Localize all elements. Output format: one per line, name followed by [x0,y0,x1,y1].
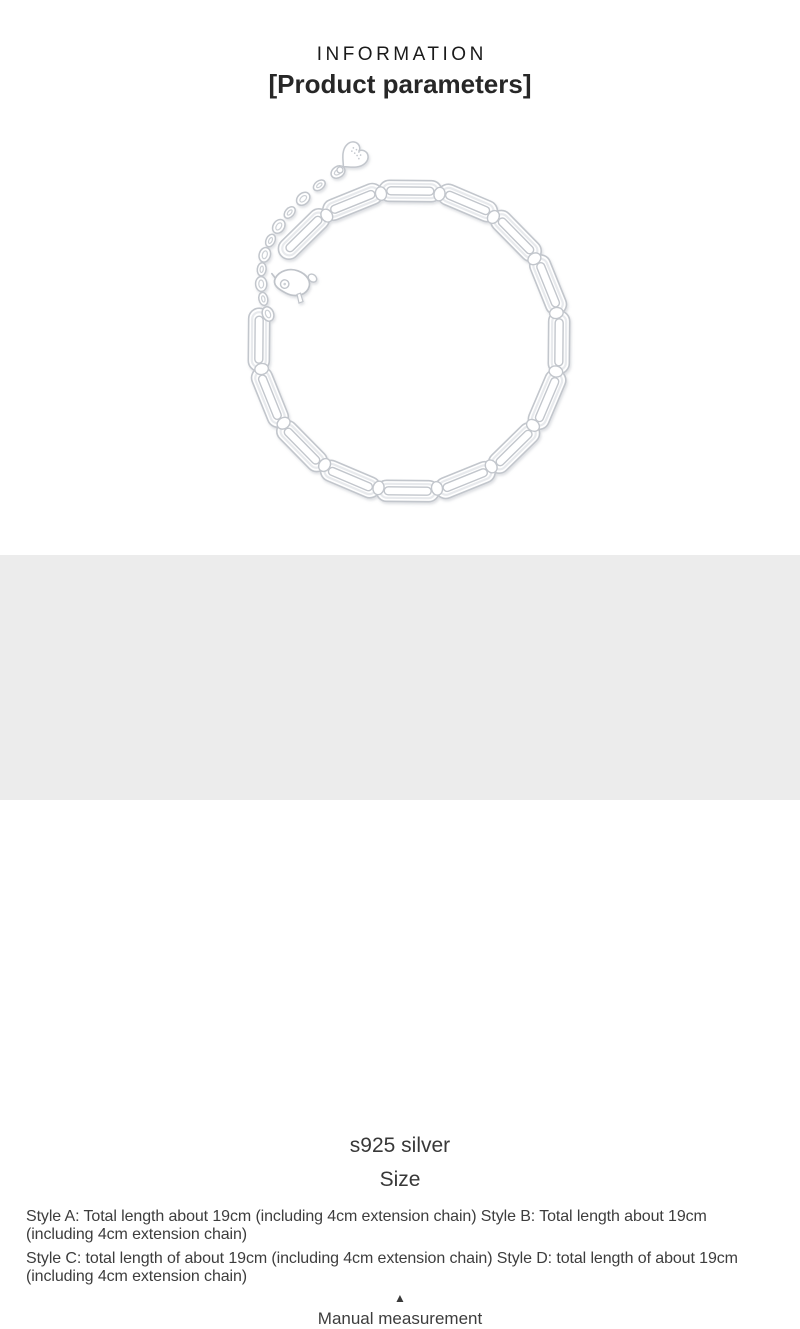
specs-panel [0,555,800,1328]
lobster-clasp [267,263,320,306]
bracelet-main-chain [248,180,570,502]
size-heading: Size [379,1168,421,1191]
note-triangle-icon: ▲ [394,1291,406,1305]
measurement-note-text: Manual measurement [317,1309,483,1328]
material-text: s925 silver [349,1134,451,1157]
bracelet-image [0,0,800,560]
product-parameters-title: [Product parameters] [268,69,532,99]
size-description-style-ab: Style A: Total length about 19cm (including 4cm extension chain) Style B: Total length about 19cm (including 4cm extension chain) [26,1208,707,1243]
size-description-style-cd: Style C: total length of about 19cm (including 4cm extension chain) Style D: total length of about 19cm (including 4cm extension chain) [26,1250,738,1285]
info-eyebrow-label: INFORMATION [316,44,487,65]
bracelet-figure [0,0,800,560]
bracelet-art [248,139,570,502]
